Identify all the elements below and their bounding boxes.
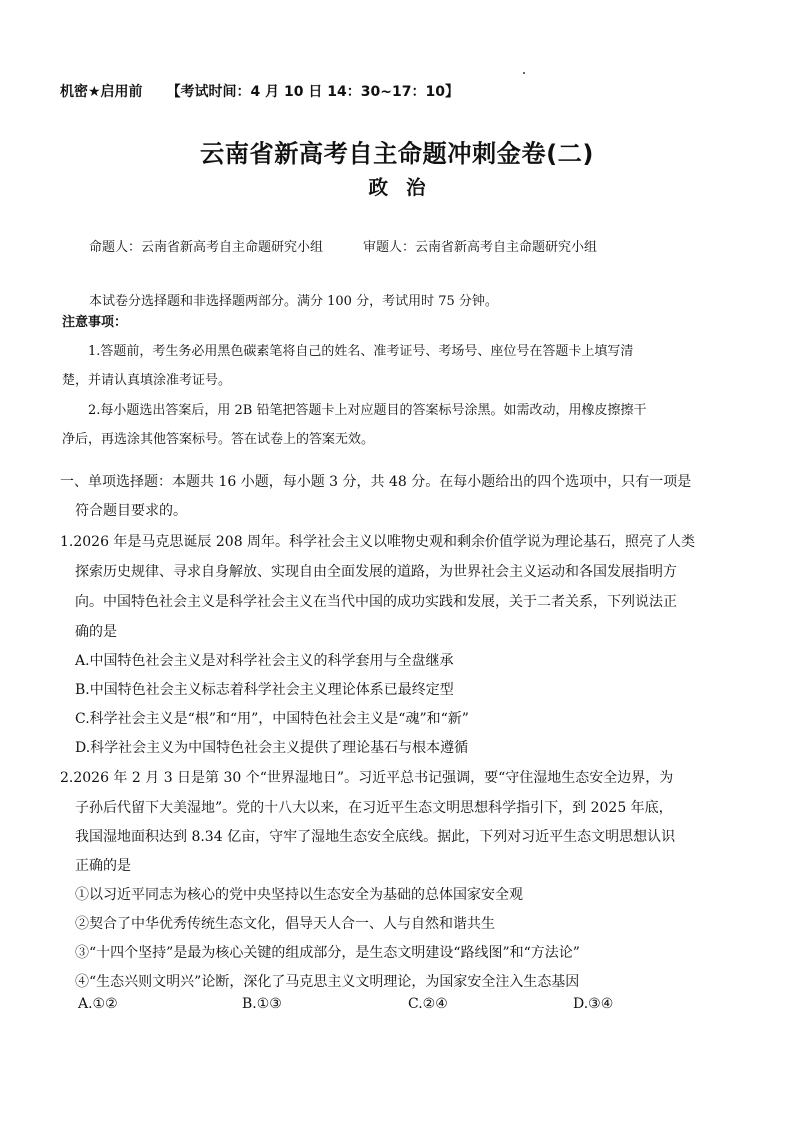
q2-stem-line-4: 正确的是: [75, 858, 131, 874]
intro-text: 本试卷分选择题和非选择题两部分。满分 100 分，考试用时 75 分钟。: [89, 294, 498, 309]
q2-stem-line-2: 子孙后代留下大美湿地”。党的十八大以来，在习近平生态文明思想科学指引下，到 2025 年底，: [75, 800, 673, 816]
exam-header: [60, 81, 459, 101]
q1-stem-line-3: 向。中国特色社会主义是科学社会主义在当代中国的成功实践和发展，关于二者关系，下列说法正: [75, 594, 677, 610]
q1-option-b: B.中国特色社会主义标志着科学社会主义理论体系已最终定型: [75, 682, 454, 698]
notice-item-2-line-1: 2.每小题选出答案后，用 2B 铅笔把答题卡上对应题目的答案标号涂黑。如需改动，用橡皮擦擦干: [88, 403, 647, 418]
q1-option-d: D.科学社会主义为中国特色社会主义提供了理论基石与根本遵循: [75, 740, 469, 756]
q2-option-c: C.②④: [408, 996, 448, 1012]
speck-mark: [523, 72, 525, 74]
section-heading-line-1: 一、单项选择题：本题共 16 小题，每小题 3 分，共 48 分。在每小题给出的四个选项中，只有一项是: [60, 474, 692, 490]
q1-option-c: C.科学社会主义是“根”和“用”，中国特色社会主义是“魂”和“新”: [75, 711, 469, 727]
notice-item-2-line-2: 净后，再选涂其他答案标号。答在试卷上的答案无效。: [62, 432, 375, 447]
q2-option-a: A.①②: [78, 996, 118, 1012]
q1-stem-line-2: 探索历史规律、寻求自身解放、实现自由全面发展的道路，为世界社会主义运动和各国发展指明方: [75, 564, 677, 580]
q2-statement-1: ①以习近平同志为核心的党中央坚持以生态安全为基础的总体国家安全观: [75, 887, 523, 903]
section-heading-line-2: 符合题目要求的。: [75, 503, 187, 519]
q1-option-a: A.中国特色社会主义是对科学社会主义的科学套用与全盘继承: [75, 653, 454, 669]
subject-title: 政治: [368, 176, 444, 199]
q2-statement-4: ④“生态兴则文明兴”论断，深化了马克思主义文明理论，为国家安全注入生态基因: [75, 974, 580, 990]
q2-stem-line-3: 我国湿地面积达到 8.34 亿亩，守牢了湿地生态安全底线。据此，下列对习近平生态文明思想认识: [75, 829, 676, 845]
notice-heading: 注意事项：: [62, 315, 128, 330]
q2-stem-line-1: 2.2026 年 2 月 3 日是第 30 个“世界湿地日”。习近平总书记强调，要“守住湿地生态安全边界，为: [60, 770, 674, 786]
notice-item-1-line-2: 楚，并请认真填涂准考证号。: [62, 373, 232, 388]
setter: 命题人：云南省新高考自主命题研究小组: [89, 240, 324, 255]
exam-time: 【考试时间：4 月 10 日 14：30~17：10】: [166, 84, 459, 100]
q2-statement-2: ②契合了中华优秀传统生态文化，倡导天人合一、人与自然和谐共生: [75, 916, 495, 932]
confidential-label: 机密★启用前: [60, 84, 143, 100]
notice-item-1-line-1: 1.答题前，考生务必用黑色碳素笔将自己的姓名、准考证号、考场号、座位号在答题卡上填写清: [88, 344, 634, 359]
paper-title: 云南省新高考自主命题冲刺金卷(二): [200, 140, 594, 168]
q2-statement-3: ③“十四个坚持”是最为核心关键的组成部分，是生态文明建设“路线图”和“方法论”: [75, 945, 580, 961]
authors-line: [89, 236, 597, 255]
reviewer: 审题人：云南省新高考自主命题研究小组: [363, 240, 598, 255]
q2-option-d: D.③④: [573, 996, 614, 1012]
q1-stem-line-1: 1.2026 年是马克思诞辰 208 周年。科学社会主义以唯物史观和剩余价值学说为理论基石，照亮了人类: [60, 534, 696, 550]
q1-stem-line-4: 确的是: [75, 624, 117, 640]
q2-option-b: B.①③: [242, 996, 282, 1012]
